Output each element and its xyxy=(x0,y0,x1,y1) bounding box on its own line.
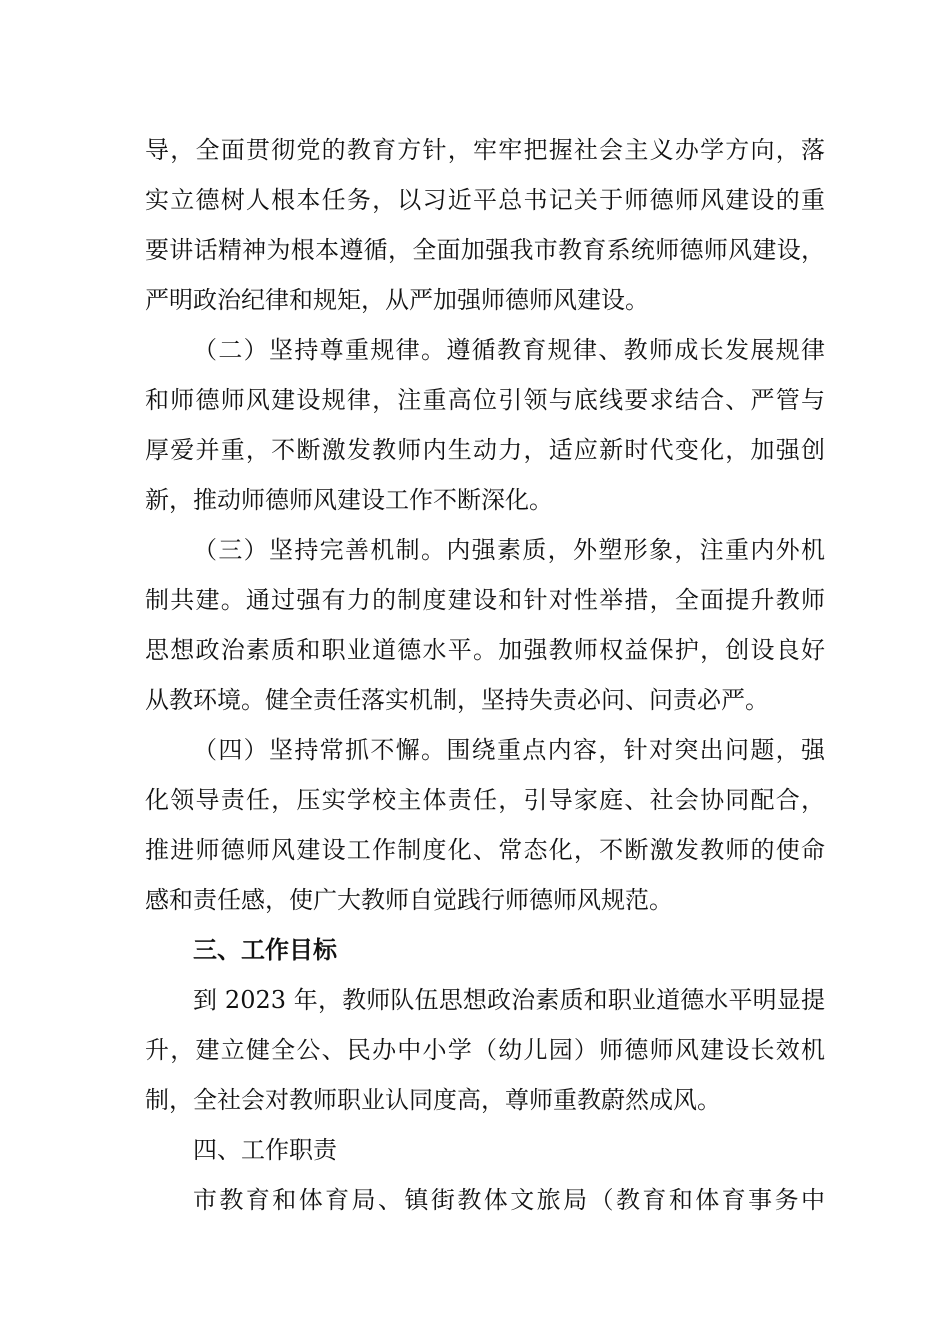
text-line: 市教育和体育局、镇街教体文旅局（教育和体育事务中 xyxy=(193,1186,825,1214)
section-heading-goals: 三、工作目标 xyxy=(193,936,337,964)
text-line: 和师德师风建设规律，注重高位引领与底线要求结合、严管与 xyxy=(145,386,825,414)
text-line: 推进师德师风建设工作制度化、常态化，不断激发教师的使命 xyxy=(145,836,825,864)
text-line: 感和责任感，使广大教师自觉践行师德师风规范。 xyxy=(145,886,673,914)
text-line: 导，全面贯彻党的教育方针，牢牢把握社会主义办学方向，落 xyxy=(145,136,825,164)
text-line: 从教环境。健全责任落实机制，坚持失责必问、问责必严。 xyxy=(145,686,769,714)
text-line: 制，全社会对教师职业认同度高，尊师重教蔚然成风。 xyxy=(145,1086,721,1114)
text-line: （四）坚持常抓不懈。围绕重点内容，针对突出问题，强 xyxy=(193,736,825,764)
text-line: 制共建。通过强有力的制度建设和针对性举措，全面提升教师 xyxy=(145,586,825,614)
text-line: 新，推动师德师风建设工作不断深化。 xyxy=(145,486,553,514)
text-line: 实立德树人根本任务，以习近平总书记关于师德师风建设的重 xyxy=(145,186,825,214)
text-line: 厚爱并重，不断激发教师内生动力，适应新时代变化，加强创 xyxy=(145,436,825,464)
text-line: 化领导责任，压实学校主体责任，引导家庭、社会协同配合， xyxy=(145,786,825,814)
text-line: 严明政治纪律和规矩，从严加强师德师风建设。 xyxy=(145,286,649,314)
text-line: 思想政治素质和职业道德水平。加强教师权益保护，创设良好 xyxy=(145,636,825,664)
text-line: 要讲话精神为根本遵循，全面加强我市教育系统师德师风建设， xyxy=(145,236,825,264)
text-line: 升，建立健全公、民办中小学（幼儿园）师德师风建设长效机 xyxy=(145,1036,825,1064)
section-heading-duties: 四、工作职责 xyxy=(193,1136,337,1164)
text-line: 到 2023 年，教师队伍思想政治素质和职业道德水平明显提 xyxy=(193,986,825,1014)
text-line: （三）坚持完善机制。内强素质，外塑形象，注重内外机 xyxy=(193,536,825,564)
text-line: （二）坚持尊重规律。遵循教育规律、教师成长发展规律 xyxy=(193,336,825,364)
